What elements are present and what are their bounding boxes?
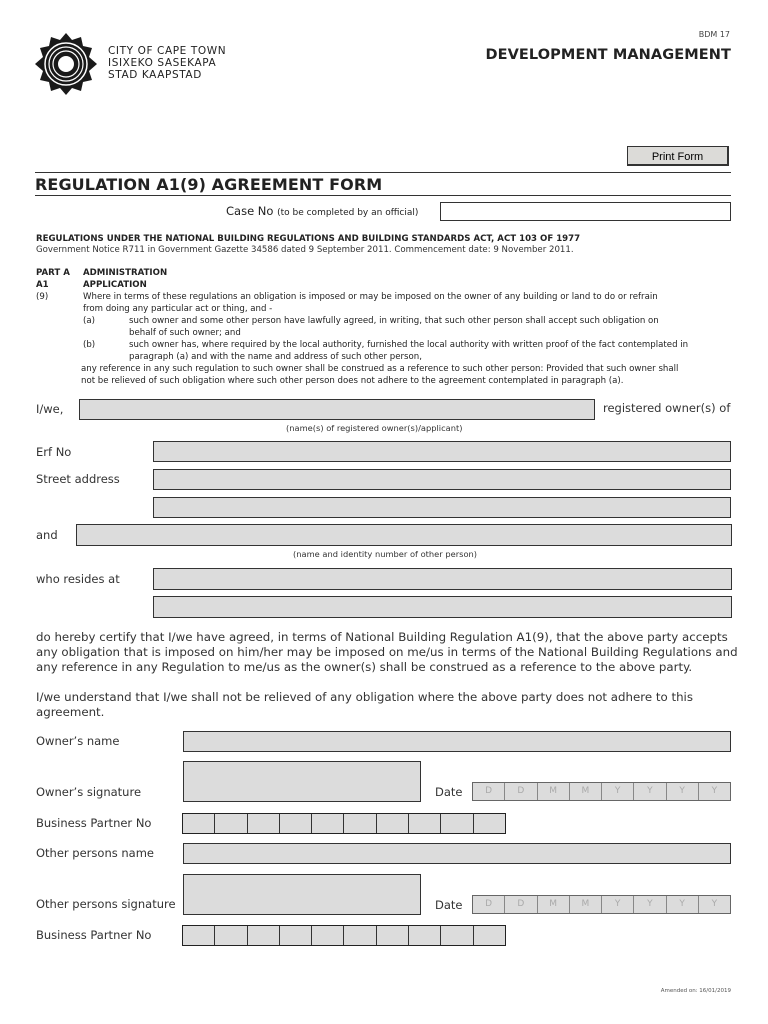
other-date-input[interactable] <box>472 895 731 914</box>
date-digit-cell[interactable]: D <box>473 896 505 913</box>
regulation-notice: Government Notice R711 in Government Gazette 34586 dated 9 September 2011. Commencement date: 9 November 2011. <box>36 245 574 255</box>
date-digit-cell[interactable]: Y <box>602 896 634 913</box>
sub-b-line: such owner has, where required by the local authority, furnished the local authority with written proof of the fact contemplated in <box>129 340 689 350</box>
sub-a-label: (a) <box>83 316 95 326</box>
bp-digit-cell[interactable] <box>441 814 473 833</box>
bp-digit-cell[interactable] <box>183 926 215 945</box>
bp-digit-cell[interactable] <box>248 926 280 945</box>
understanding-line: agreement. <box>36 705 105 719</box>
divider <box>35 195 731 196</box>
iwe-suffix: registered owner(s) of <box>603 401 731 415</box>
date-digit-cell[interactable]: Y <box>634 896 666 913</box>
date-digit-cell[interactable]: Y <box>602 783 634 800</box>
org-name-en: CITY OF CAPE TOWN <box>108 45 227 57</box>
date-digit-cell[interactable]: Y <box>711 786 718 796</box>
date-digit-cell[interactable]: D <box>505 896 537 913</box>
page-title: REGULATION A1(9) AGREEMENT FORM <box>35 175 383 194</box>
bp-digit-cell[interactable] <box>215 926 247 945</box>
org-name <box>108 45 226 81</box>
certification-line: any reference in any Regulation to me/us as the owner(s) shall be construed as a reference to the above party. <box>36 660 693 674</box>
print-form-button[interactable]: Print Form <box>627 146 729 166</box>
bp-digit-cell[interactable] <box>474 926 505 945</box>
owner-names-caption: (name(s) of registered owner(s)/applicant) <box>286 423 463 433</box>
other-bp-label: Business Partner No <box>36 928 152 942</box>
org-name-af: STAD KAAPSTAD <box>108 69 202 81</box>
resides-at-input-2[interactable] <box>153 596 732 618</box>
bp-digit-cell[interactable] <box>312 814 344 833</box>
other-name-label: Other persons name <box>36 846 154 860</box>
other-signature-field[interactable] <box>183 874 421 915</box>
bp-digit-cell[interactable] <box>409 814 441 833</box>
owner-signature-label: Owner’s signature <box>36 785 142 799</box>
certification-line: do hereby certify that I/we have agreed, in terms of National Building Regulation A1(9), that the above party accepts <box>36 630 728 644</box>
date-digit-cell[interactable]: Y <box>711 899 718 909</box>
date-digit-cell[interactable]: M <box>570 896 602 913</box>
understanding-line: I/we understand that I/we shall not be relieved of any obligation where the above party does not adhere to this <box>36 690 693 704</box>
date-digit-cell[interactable]: M <box>570 783 602 800</box>
org-name-xh: ISIXEKO SASEKAPA <box>108 57 217 69</box>
section-label: A1 <box>36 280 49 290</box>
other-signature-label: Other persons signature <box>36 897 176 911</box>
other-person-caption: (name and identity number of other person) <box>293 549 478 559</box>
street-address-input-1[interactable] <box>153 469 731 490</box>
owner-bp-input[interactable] <box>182 813 506 834</box>
amended-date: Amended on: 16/01/2019 <box>660 988 731 994</box>
clause-line: Where in terms of these regulations an obligation is imposed or may be imposed on the owner of any building or land to do or refrain <box>83 292 658 302</box>
date-digit-cell[interactable]: M <box>538 783 570 800</box>
date-digit-cell[interactable]: Y <box>667 783 699 800</box>
date-digit-cell[interactable]: Y <box>667 896 699 913</box>
city-logo-icon <box>34 32 98 96</box>
certification-paragraph <box>36 630 738 675</box>
divider <box>35 172 731 173</box>
owner-bp-label: Business Partner No <box>36 816 152 830</box>
bp-digit-cell[interactable] <box>280 814 312 833</box>
bp-digit-cell[interactable] <box>312 926 344 945</box>
regulation-heading: REGULATIONS UNDER THE NATIONAL BUILDING REGULATIONS AND BUILDING STANDARDS ACT, ACT 103 OF 1977 <box>36 234 581 244</box>
case-no-input[interactable] <box>440 202 731 221</box>
erf-no-label: Erf No <box>36 445 72 459</box>
section-title: APPLICATION <box>83 280 147 290</box>
bp-digit-cell[interactable] <box>344 814 376 833</box>
date-digit-cell[interactable]: D <box>505 783 537 800</box>
street-address-input-2[interactable] <box>153 497 731 518</box>
case-no-text: Case No <box>226 204 274 218</box>
bp-digit-cell[interactable] <box>377 926 409 945</box>
street-address-label: Street address <box>36 472 120 486</box>
other-bp-input[interactable] <box>182 925 506 946</box>
resides-at-label: who resides at <box>36 572 120 586</box>
erf-no-input[interactable] <box>153 441 731 462</box>
form-code: BDM 17 <box>698 30 730 39</box>
sub-a-line: behalf of such owner; and <box>129 328 241 338</box>
closing-line: not be relieved of such obligation where such other person does not adhere to the agreement contemplated in paragraph (a). <box>81 376 624 386</box>
other-name-input[interactable] <box>183 843 731 864</box>
sub-b-label: (b) <box>83 340 96 350</box>
date-digit-cell[interactable]: D <box>473 783 505 800</box>
bp-digit-cell[interactable] <box>215 814 247 833</box>
other-person-input[interactable] <box>76 524 732 546</box>
part-title: ADMINISTRATION <box>83 268 168 278</box>
bp-digit-cell[interactable] <box>441 926 473 945</box>
owner-name-input[interactable] <box>183 731 731 752</box>
closing-line: any reference in any such regulation to such owner shall be construed as a reference to such other person: Provided that such owner shall <box>81 364 679 374</box>
iwe-label: I/we, <box>36 402 64 416</box>
other-date-label: Date <box>435 898 463 912</box>
department-title: DEVELOPMENT MANAGEMENT <box>485 47 731 63</box>
part-label: PART A <box>36 268 70 278</box>
case-no-label <box>226 204 418 218</box>
and-label: and <box>36 528 58 542</box>
resides-at-input-1[interactable] <box>153 568 732 590</box>
certification-line: any obligation that is imposed on him/her may be imposed on me/us in terms of the National Building Regulations and <box>36 645 738 659</box>
clause-line: from doing any particular act or thing, and - <box>83 304 273 314</box>
bp-digit-cell[interactable] <box>377 814 409 833</box>
understanding-paragraph <box>36 690 693 720</box>
case-no-note: (to be completed by an official) <box>277 208 419 218</box>
bp-digit-cell[interactable] <box>409 926 441 945</box>
date-digit-cell[interactable]: Y <box>634 783 666 800</box>
date-digit-cell[interactable]: M <box>538 896 570 913</box>
owner-date-input[interactable] <box>472 782 731 801</box>
sub-a-line: such owner and some other person have lawfully agreed, in writing, that such other person shall accept such obligation on <box>129 316 659 326</box>
owner-name-label: Owner’s name <box>36 734 120 748</box>
bp-digit-cell[interactable] <box>344 926 376 945</box>
bp-digit-cell[interactable] <box>183 814 215 833</box>
owner-names-input[interactable] <box>79 399 595 420</box>
clause-label: (9) <box>36 292 49 302</box>
bp-digit-cell[interactable] <box>248 814 280 833</box>
owner-date-label: Date <box>435 785 463 799</box>
owner-signature-field[interactable] <box>183 761 421 802</box>
bp-digit-cell[interactable] <box>474 814 505 833</box>
bp-digit-cell[interactable] <box>280 926 312 945</box>
sub-b-line: paragraph (a) and with the name and address of such other person, <box>129 352 422 362</box>
